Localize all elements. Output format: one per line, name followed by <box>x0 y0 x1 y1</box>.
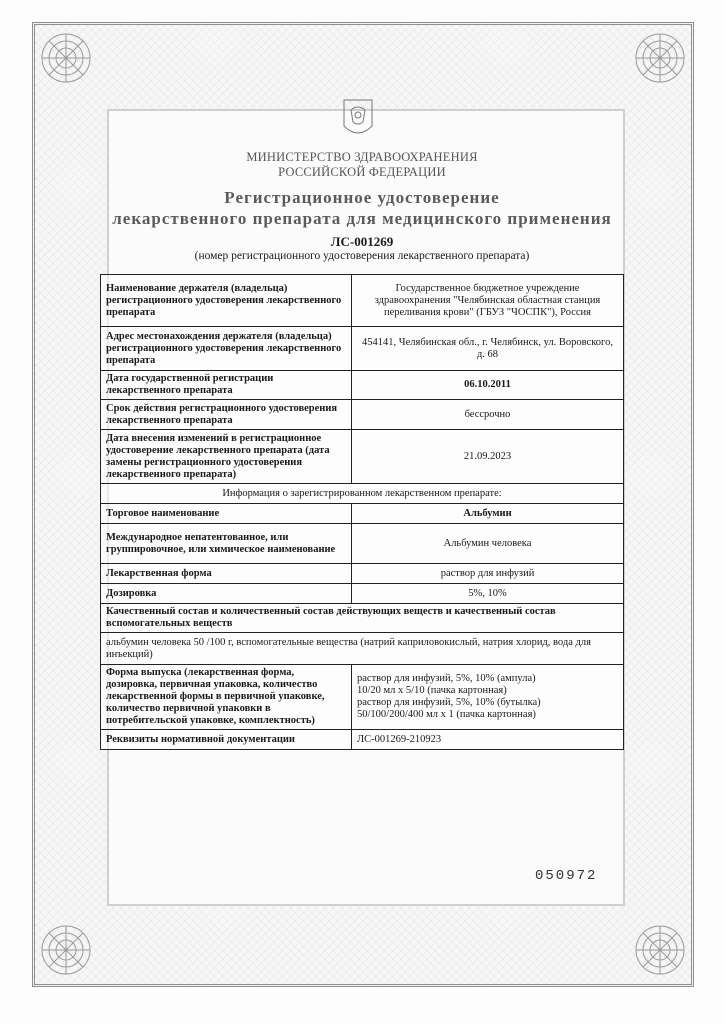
release-form-line: раствор для инфузий, 5%, 10% (бутылка) <box>357 697 541 708</box>
normative-doc-value: ЛС-001269-210923 <box>352 730 624 750</box>
corner-rosette-bottom-left <box>36 920 96 980</box>
info-heading: Информация о зарегистрированном лекарственном препарате: <box>101 484 624 504</box>
title-line-2: лекарственного препарата для медицинского применения <box>112 209 612 228</box>
holder-address-label: Адрес местонахождения держателя (владельца) регистрационного удостоверения лекарственного препарата <box>101 327 352 371</box>
release-form-line: 10/20 мл x 5/10 (пачка картонная) <box>357 685 507 696</box>
composition-label: Качественный состав и количественный состав действующих веществ и качественный состав вспомогательных веществ <box>101 604 624 633</box>
holder-address-value: 454141, Челябинская обл., г. Челябинск, ул. Воровского, д. 68 <box>352 327 624 371</box>
table-row <box>101 275 624 327</box>
title-line-1: Регистрационное удостоверение <box>224 188 500 207</box>
table-row <box>101 584 624 604</box>
composition-value: альбумин человека 50 /100 г, вспомогательные вещества (натрий каприловокислый, натрия хлорид, вода для инъекций) <box>101 633 624 665</box>
corner-rosette-top-right <box>630 28 690 88</box>
corner-rosette-bottom-right <box>630 920 690 980</box>
validity-label: Срок действия регистрационного удостоверения лекарственного препарата <box>101 400 352 430</box>
trade-name-label: Торговое наименование <box>101 504 352 524</box>
registration-number-caption: (номер регистрационного удостоверения лекарственного препарата) <box>194 250 530 262</box>
table-row <box>101 400 624 430</box>
validity-value: бессрочно <box>352 400 624 430</box>
trade-name-value: Альбумин <box>352 504 624 524</box>
table-row <box>101 730 624 750</box>
release-form-line: 50/100/200/400 мл x 1 (пачка картонная) <box>357 709 536 720</box>
release-form-label: Форма выпуска (лекарственная форма, дозировка, первичная упаковка, количество лекарственной формы в первичной упаковке, количество первичной упаковки в потребительской упаковке, комплектность) <box>101 665 352 730</box>
changes-date-value: 21.09.2023 <box>352 430 624 484</box>
serial-number: 050972 <box>535 868 598 884</box>
holder-name-value: Государственное бюджетное учреждение здравоохранения "Челябинская областная станция переливания крови" (ГБУЗ "ЧОСПК"), Россия <box>352 275 624 327</box>
table-row <box>101 504 624 524</box>
release-form-value <box>352 665 624 730</box>
dosage-form-value: раствор для инфузий <box>352 564 624 584</box>
table-row <box>101 484 624 504</box>
coat-of-arms-icon <box>341 96 375 142</box>
registration-number: ЛС-001269 <box>330 234 394 249</box>
table-row <box>101 633 624 665</box>
registration-table <box>100 274 624 750</box>
normative-doc-label: Реквизиты нормативной документации <box>101 730 352 750</box>
release-form-line: раствор для инфузий, 5%, 10% (ампула) <box>357 673 536 684</box>
table-row <box>101 604 624 633</box>
dosage-value: 5%, 10% <box>352 584 624 604</box>
table-row <box>101 327 624 371</box>
table-row <box>101 665 624 730</box>
table-row <box>101 371 624 400</box>
changes-date-label: Дата внесения изменений в регистрационное удостоверение лекарственного препарата (дата замены регистрационного удостоверения лекарственного препарата) <box>101 430 352 484</box>
ministry-line-2: РОССИЙСКОЙ ФЕДЕРАЦИИ <box>278 165 446 179</box>
table-row <box>101 430 624 484</box>
inn-label: Международное непатентованное, или группировочное, или химическое наименование <box>101 524 352 564</box>
reg-date-label: Дата государственной регистрации лекарственного препарата <box>101 371 352 400</box>
corner-rosette-top-left <box>36 28 96 88</box>
dosage-label: Дозировка <box>101 584 352 604</box>
reg-date-value: 06.10.2011 <box>352 371 624 400</box>
ministry-line-1: МИНИСТЕРСТВО ЗДРАВООХРАНЕНИЯ <box>246 150 478 164</box>
dosage-form-label: Лекарственная форма <box>101 564 352 584</box>
inn-value: Альбумин человека <box>352 524 624 564</box>
holder-name-label: Наименование держателя (владельца) регистрационного удостоверения лекарственного препарата <box>101 275 352 327</box>
table-row <box>101 564 624 584</box>
table-row <box>101 524 624 564</box>
